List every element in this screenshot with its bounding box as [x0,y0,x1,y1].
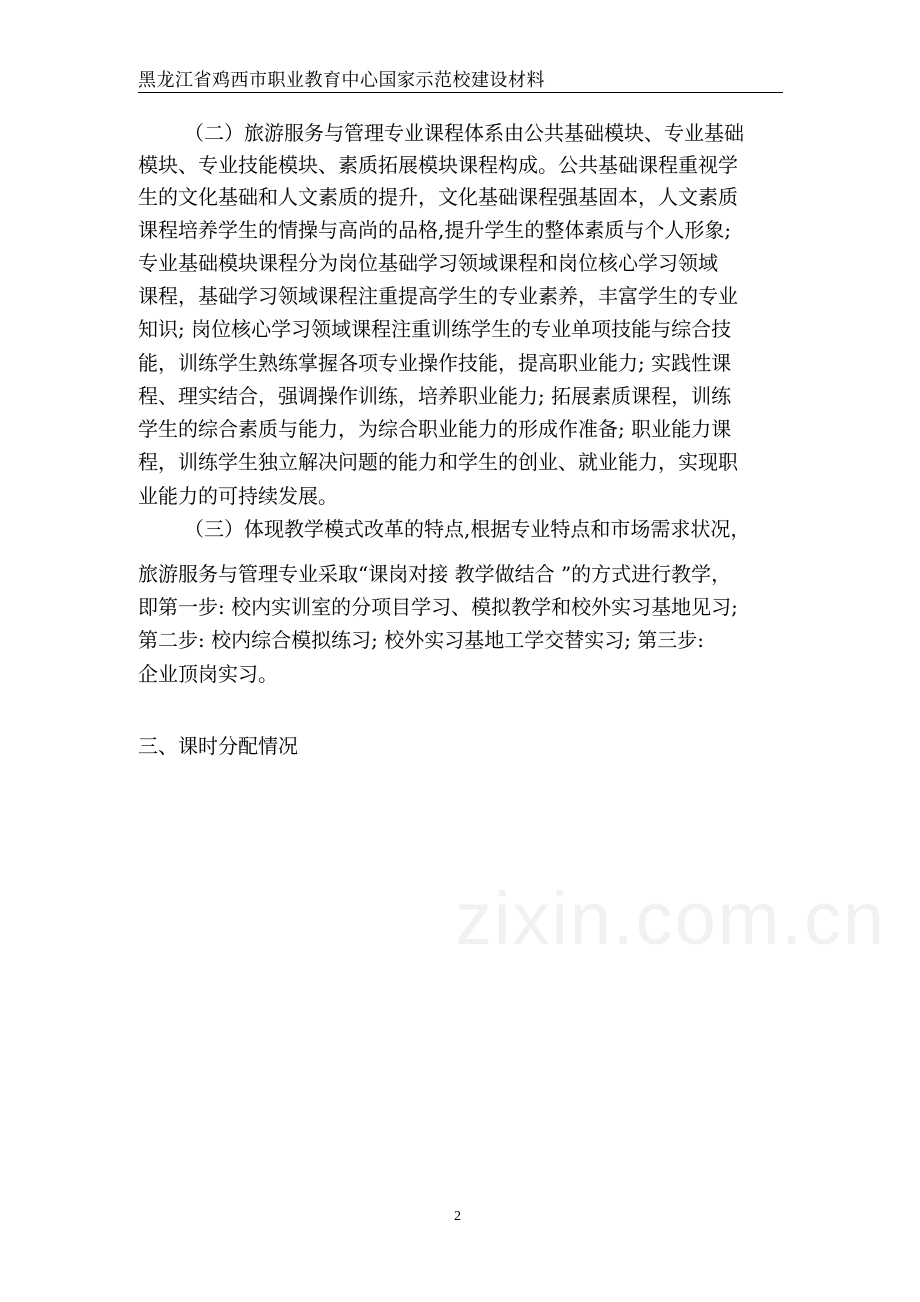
paragraph-line: 旅游服务与管理专业采取“课岗对接 教学做结合 ”的方式进行教学， [138,562,732,586]
section-heading: 三、课时分配情况 [138,734,298,758]
paragraph-line: 即第一步: 校内实训室的分项目学习、模拟教学和校外实习基地见习; [138,595,738,619]
paragraph-line: 第二步: 校内综合模拟练习; 校外实习基地工学交替实习; 第三步: [138,628,705,652]
paragraph-line: 专业基础模块课程分为岗位基础学习领域课程和岗位核心学习领域 [138,251,718,275]
paragraph-line: （二）旅游服务与管理专业课程体系由公共基础模块、专业基础 [184,121,744,145]
paragraph-line: 课程培养学生的情操与高尚的品格,提升学生的整体素质与个人形象; [138,218,732,242]
paragraph-line: 程，训练学生独立解决问题的能力和学生的创业、就业能力，实现职 [138,450,738,474]
page-header [138,62,783,93]
paragraph-line: 能，训练学生熟练掌握各项专业操作技能，提高职业能力; 实践性课 [138,351,732,375]
page-number: 2 [454,1209,461,1224]
paragraph-line: 学生的综合素质与能力，为综合职业能力的形成作准备; 职业能力课 [138,417,732,441]
paragraph-line: 生的文化基础和人文素质的提升，文化基础课程强基固本，人文素质 [138,185,738,209]
paragraph-line: 程、理实结合，强调操作训练，培养职业能力; 拓展素质课程，训练 [138,384,732,408]
paragraph-line: 业能力的可持续发展。 [138,484,338,508]
paragraph-line: （三）体现教学模式改革的特点,根据专业特点和市场需求状况， [184,517,751,541]
paragraph-line: 课程，基础学习领域课程注重提高学生的专业素养，丰富学生的专业 [138,284,738,308]
header-title: 黑龙江省鸡西市职业教育中心国家示范校建设材料 [138,70,545,91]
paragraph-line: 知识; 岗位核心学习领域课程注重训练学生的专业单项技能与综合技 [138,317,732,341]
paragraph-line: 企业顶岗实习。 [138,662,278,686]
watermark: zixin.com.cn [455,877,887,960]
paragraph-line: 模块、专业技能模块、素质拓展模块课程构成。公共基础课程重视学 [138,153,738,177]
